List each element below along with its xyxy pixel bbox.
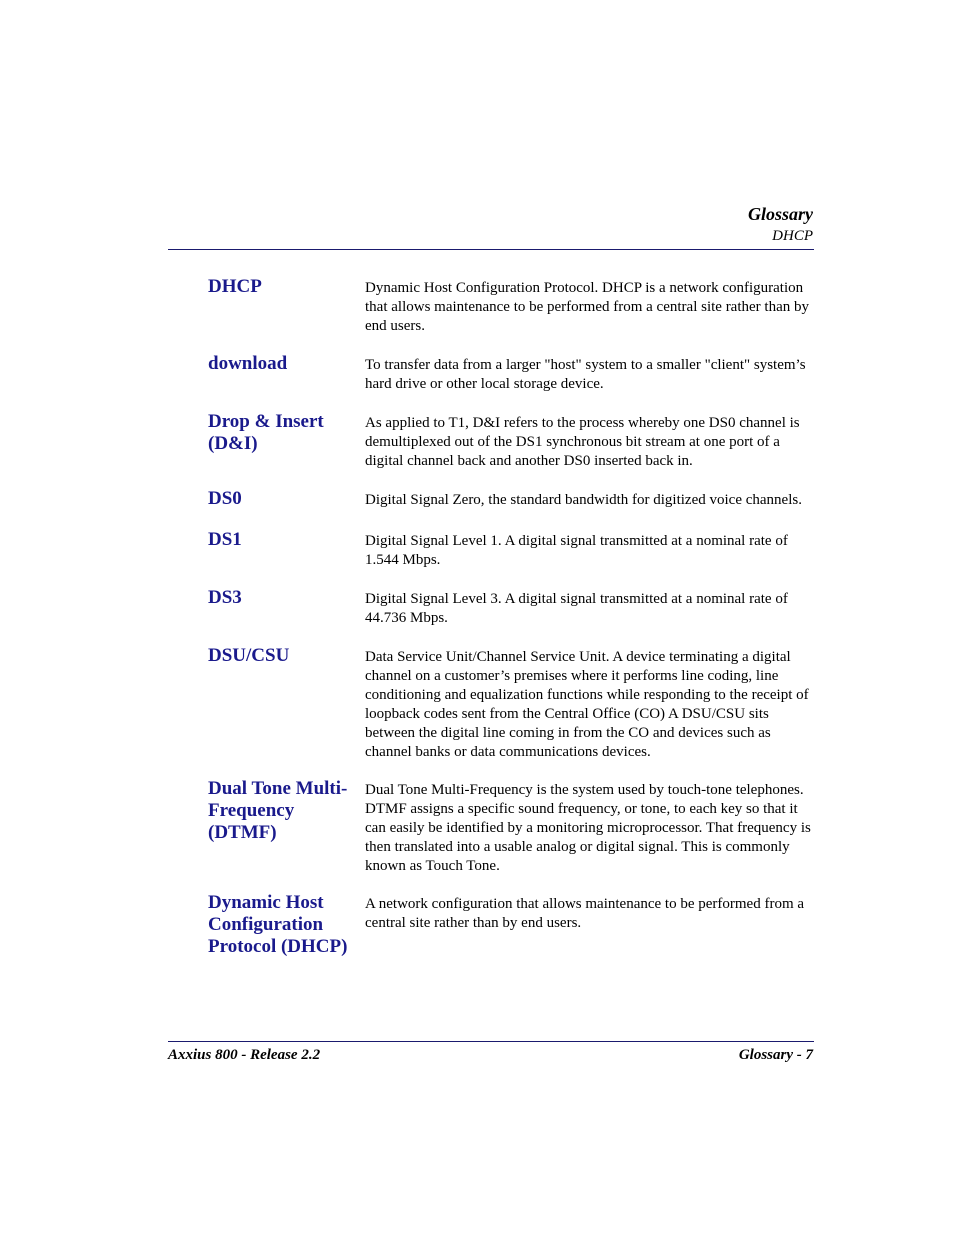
glossary-definition-ds3: Digital Signal Level 3. A digital signal transmitted at a nominal rate of 44.736 Mbps.	[365, 591, 788, 626]
glossary-term-ds0: DS0	[208, 488, 242, 509]
glossary-term-drop-insert: Drop & Insert (D&I)	[208, 411, 324, 454]
glossary-term-dsu-csu: DSU/CSU	[208, 645, 290, 666]
glossary-definition-dhcp: Dynamic Host Configuration Protocol. DHCP is a network configuration that allows maintenance to be performed from a central site rather than by end users.	[365, 280, 809, 334]
header-subtitle: DHCP	[772, 228, 813, 244]
glossary-term-dtmf: Dual Tone Multi-Frequency (DTMF)	[208, 778, 348, 843]
footer-page-number: Glossary - 7	[738, 1047, 813, 1063]
glossary-definition-ds1: Digital Signal Level 1. A digital signal transmitted at a nominal rate of 1.544 Mbps.	[365, 533, 788, 568]
glossary-definition-dsu-csu: Data Service Unit/Channel Service Unit. A device terminating a digital channel on a customer’s premises where it performs line coding, line conditioning and equalization functions while responding to the receipt of loopback codes sent from the Central Office (CO) A DSU/CSU sits between the digital line coming in from the CO and devices such as channel banks or data communications devices.	[365, 649, 809, 760]
header-rule	[168, 249, 814, 250]
footer-rule	[168, 1041, 814, 1042]
header-title: Glossary	[747, 204, 813, 224]
glossary-definition-download: To transfer data from a larger "host" system to a smaller "client" system’s hard drive or other local storage device.	[365, 357, 806, 392]
glossary-definition-ds0: Digital Signal Zero, the standard bandwidth for digitized voice channels.	[365, 492, 802, 508]
footer-product: Axxius 800 - Release 2.2	[168, 1047, 321, 1063]
glossary-definition-drop-insert: As applied to T1, D&I refers to the process whereby one DS0 channel is demultiplexed out of the DS1 synchronous bit stream at one port of a digital channel back and another DS0 inserted back in.	[365, 415, 800, 469]
glossary-term-ds3: DS3	[208, 587, 242, 608]
glossary-term-dhcp: DHCP	[208, 276, 262, 297]
glossary-term-dynamic-host: Dynamic Host Configuration Protocol (DHCP)	[208, 892, 348, 957]
glossary-definition-dtmf: Dual Tone Multi-Frequency is the system used by touch-tone telephones. DTMF assigns a specific sound frequency, or tone, to each key so that it can easily be identified by a monitoring microprocessor. That frequency is then translated into a usable analog or digital signal. This is commonly known as Touch Tone.	[365, 782, 811, 874]
glossary-term-ds1: DS1	[208, 529, 242, 550]
glossary-definition-dynamic-host: A network configuration that allows maintenance to be performed from a central site rather than by end users.	[365, 896, 805, 931]
glossary-term-download: download	[208, 353, 288, 374]
